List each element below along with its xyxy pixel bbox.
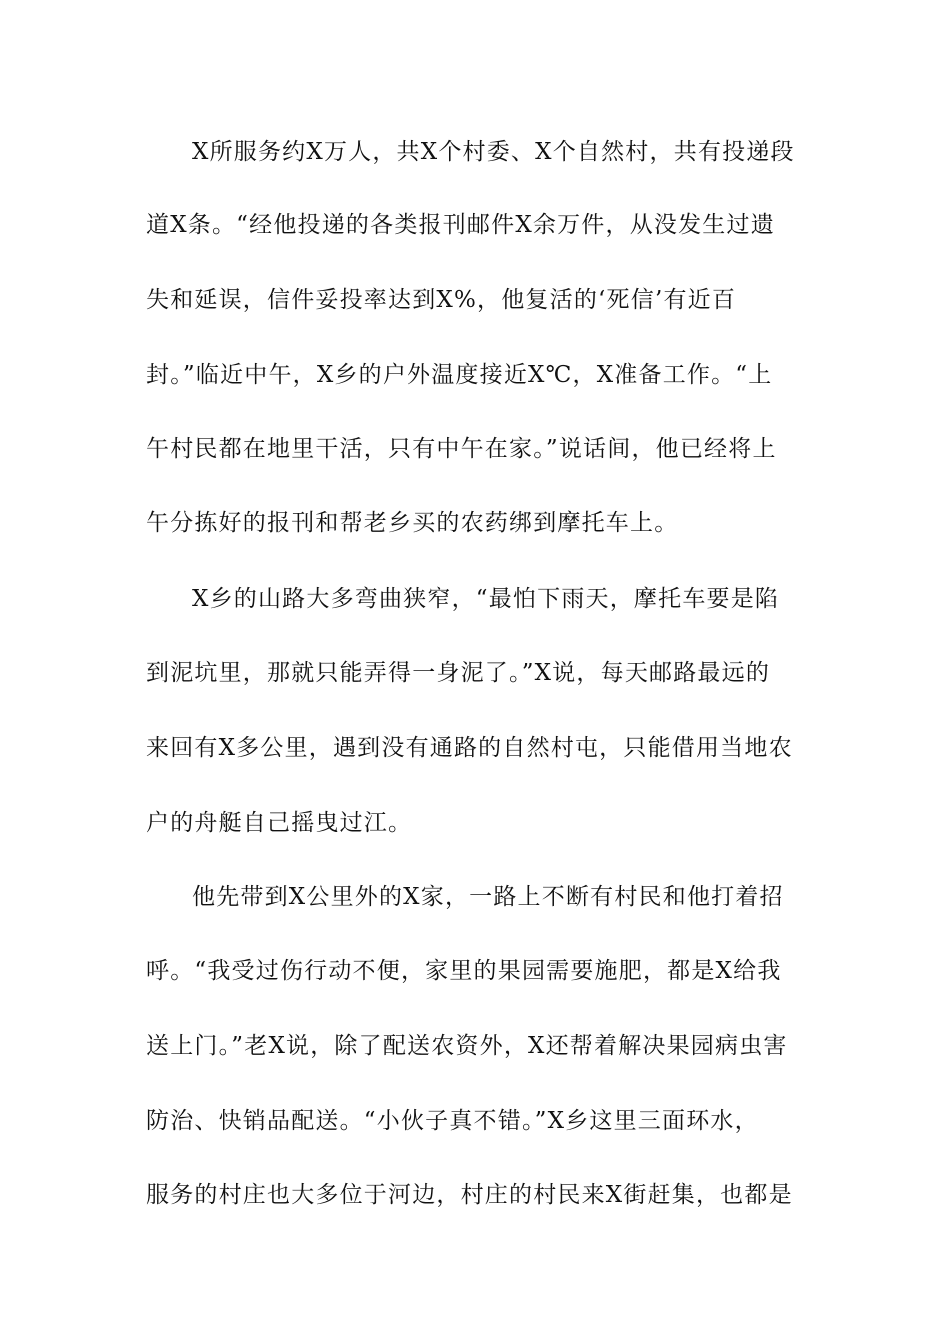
paragraph-2-line-4: 户的舟艇自己摇曳过江。 bbox=[146, 810, 413, 836]
paragraph-1-line-2: 道X条。“经他投递的各类报刊邮件X余万件，从没发生过遗 bbox=[146, 212, 775, 238]
paragraph-3-line-3: 送上门。”老X说，除了配送农资外，X还帮着解决果园病虫害 bbox=[146, 1033, 788, 1059]
paragraph-3-line-1: 他先带到X公里外的X家，一路上不断有村民和他打着招 bbox=[192, 884, 784, 910]
paragraph-1-line-6: 午分拣好的报刊和帮老乡买的农药绑到摩托车上。 bbox=[146, 510, 679, 536]
paragraph-1-line-1: X所服务约X万人，共X个村委、X个自然村，共有投递段 bbox=[192, 139, 795, 165]
paragraph-3-line-2: 呼。“我受过伤行动不便，家里的果园需要施肥，都是X给我 bbox=[146, 958, 782, 984]
paragraph-1-line-3: 失和延误，信件妥投率达到X%，他复活的‘死信’有近百 bbox=[146, 287, 737, 313]
paragraph-1-line-4: 封。”临近中午，X乡的户外温度接近X℃，X准备工作。“上 bbox=[146, 362, 773, 388]
paragraph-1-line-5: 午村民都在地里干活，只有中午在家。”说话间，他已经将上 bbox=[146, 436, 777, 462]
paragraph-2-line-3: 来回有X多公里，遇到没有通路的自然村屯，只能借用当地农 bbox=[146, 735, 793, 761]
paragraph-3-line-4: 防治、快销品配送。“小伙子真不错。”X乡这里三面环水， bbox=[146, 1108, 759, 1134]
paragraph-2-line-1: X乡的山路大多弯曲狭窄，“最怕下雨天，摩托车要是陷 bbox=[192, 586, 780, 612]
paragraph-3-line-5: 服务的村庄也大多位于河边，村庄的村民来X街赶集，也都是 bbox=[146, 1182, 793, 1208]
paragraph-2-line-2: 到泥坑里，那就只能弄得一身泥了。”X说，每天邮路最远的 bbox=[146, 660, 771, 686]
